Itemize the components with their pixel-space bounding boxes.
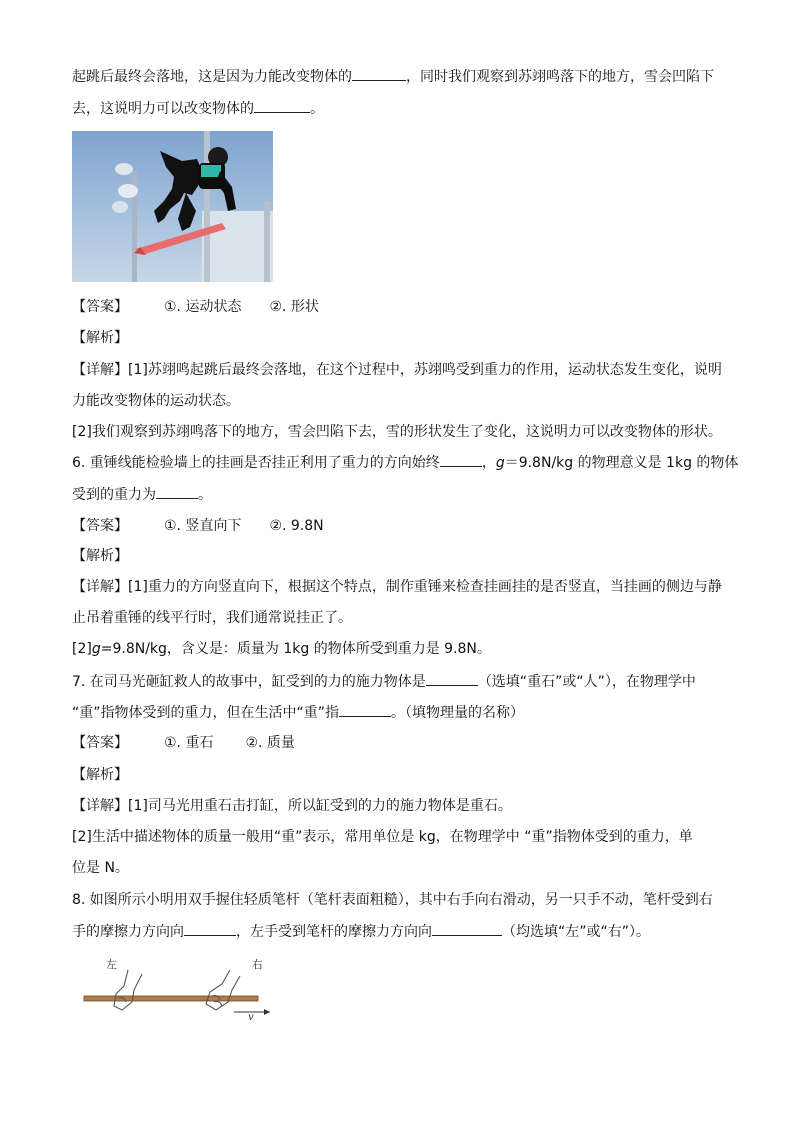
pen-rod [84, 996, 258, 1001]
answer-item-1: ①. 运动状态 [164, 299, 242, 315]
q7-line-1 [72, 671, 696, 692]
answer-blank[interactable] [254, 98, 310, 113]
q6-text: ， [481, 455, 496, 471]
g-symbol: g [495, 455, 505, 471]
q6-analysis-label: 【解析】 [72, 548, 128, 564]
q6-line-1 [72, 452, 738, 473]
q6-detail-1a: 【详解】[1]重力的方向竖直向下，根据这个特点，制作重锤来检查挂画挂的是否竖直，当挂画的侧边与静 [72, 579, 722, 595]
answer-label: 【答案】 [72, 299, 128, 315]
answer-blank[interactable] [440, 452, 482, 467]
answer-item-1: ①. 重石 [164, 735, 214, 751]
answer-item-2: ②. 形状 [269, 299, 319, 315]
q6-text: 受到的重力为 [72, 487, 156, 503]
q6-answer-row [72, 516, 324, 536]
q8-text: （均选填“左”或“右”）。 [502, 924, 651, 940]
q7-detail-1: 【详解】[1]司马光用重石击打缸，所以缸受到的力的施力物体是重石。 [72, 798, 512, 814]
q5-detail-1a: 【详解】[1]苏翊鸣起跳后最终会落地，在这个过程中，苏翊鸣受到重力的作用，运动状态发生变化，说明 [72, 362, 722, 378]
answer-blank[interactable] [426, 671, 478, 686]
q5-detail-2: [2]我们观察到苏翊鸣落下的地方，雪会凹陷下去，雪的形状发生了变化，这说明力可以改变物体的形状。 [72, 424, 722, 440]
answer-item-1: ①. 竖直向下 [164, 518, 242, 534]
fig-left-label: 左 [106, 958, 117, 971]
fig-right-label: 右 [252, 958, 263, 971]
q5-text: 去，这说明力可以改变物体的 [72, 101, 254, 117]
answer-blank[interactable] [339, 702, 391, 717]
q7-text: 。（填物理量的名称） [391, 705, 525, 721]
answer-item-2: ②. 质量 [245, 735, 295, 751]
q5-text: 。 [310, 101, 324, 117]
g-symbol: g [91, 641, 101, 657]
answer-blank[interactable] [156, 484, 198, 499]
answer-blank[interactable] [184, 921, 236, 936]
q7-text: 7. 在司马光砸缸救人的故事中，缸受到的力的施力物体是 [72, 674, 426, 690]
q6-text: 。 [198, 487, 212, 503]
q5-text: ，同时我们观察到苏翊鸣落下的地方，雪会凹陷下 [406, 69, 714, 85]
answer-item-2: ②. 9.8N [269, 518, 324, 534]
q8-text: ，左手受到笔杆的摩擦力方向向 [236, 924, 432, 940]
q8-line-1: 8. 如图所示小明用双手握住轻质笔杆（笔杆表面粗糙），其中右手向右滑动，另一只手不动，笔杆受到右 [72, 892, 713, 908]
pen-friction-diagram [80, 956, 280, 1020]
snowboard-photo [72, 131, 273, 282]
q7-answer-row [72, 733, 295, 753]
answer-blank[interactable] [352, 66, 406, 81]
q5-line-1 [72, 66, 714, 87]
q7-line-2 [72, 702, 524, 723]
q7-detail-2a: [2]生活中描述物体的质量一般用“重”表示，常用单位是 kg，在物理学中 “重”指物体受到的重力，单 [72, 829, 693, 845]
fig-velocity-label: v [248, 1012, 254, 1020]
q7-detail-2b: 位是 N。 [72, 860, 129, 876]
q8-text: 手的摩擦力方向向 [72, 924, 184, 940]
q7-analysis-label: 【解析】 [72, 767, 128, 783]
answer-label: 【答案】 [72, 735, 128, 751]
q6-text: [2] [72, 641, 92, 657]
q5-detail-1b: 力能改变物体的运动状态。 [72, 393, 240, 409]
q7-text: （选填“重石”或“人”），在物理学中 [477, 674, 696, 690]
q5-analysis-label: 【解析】 [72, 330, 128, 346]
answer-blank[interactable] [432, 921, 502, 936]
q6-text: ＝9.8N/kg 的物理意义是 1kg 的物体 [504, 455, 739, 471]
q6-detail-2 [72, 639, 491, 659]
answer-label: 【答案】 [72, 518, 128, 534]
q7-text: “重”指物体受到的重力，但在生活中“重”指 [72, 705, 340, 721]
q5-answer-row [72, 297, 319, 317]
q6-detail-1b: 止吊着重锤的线平行时，我们通常说挂正了。 [72, 610, 352, 626]
q5-line-2 [72, 98, 324, 119]
q8-line-2 [72, 921, 650, 942]
right-hand-icon [206, 970, 240, 1010]
q6-text: 6. 重锤线能检验墙上的挂画是否挂正利用了重力的方向始终 [72, 455, 440, 471]
left-hand-icon [114, 970, 142, 1010]
q6-line-2 [72, 484, 212, 505]
q6-text: =9.8N/kg，含义是：质量为 1kg 的物体所受到重力是 9.8N。 [100, 641, 491, 657]
q5-text: 起跳后最终会落地，这是因为力能改变物体的 [72, 69, 352, 85]
